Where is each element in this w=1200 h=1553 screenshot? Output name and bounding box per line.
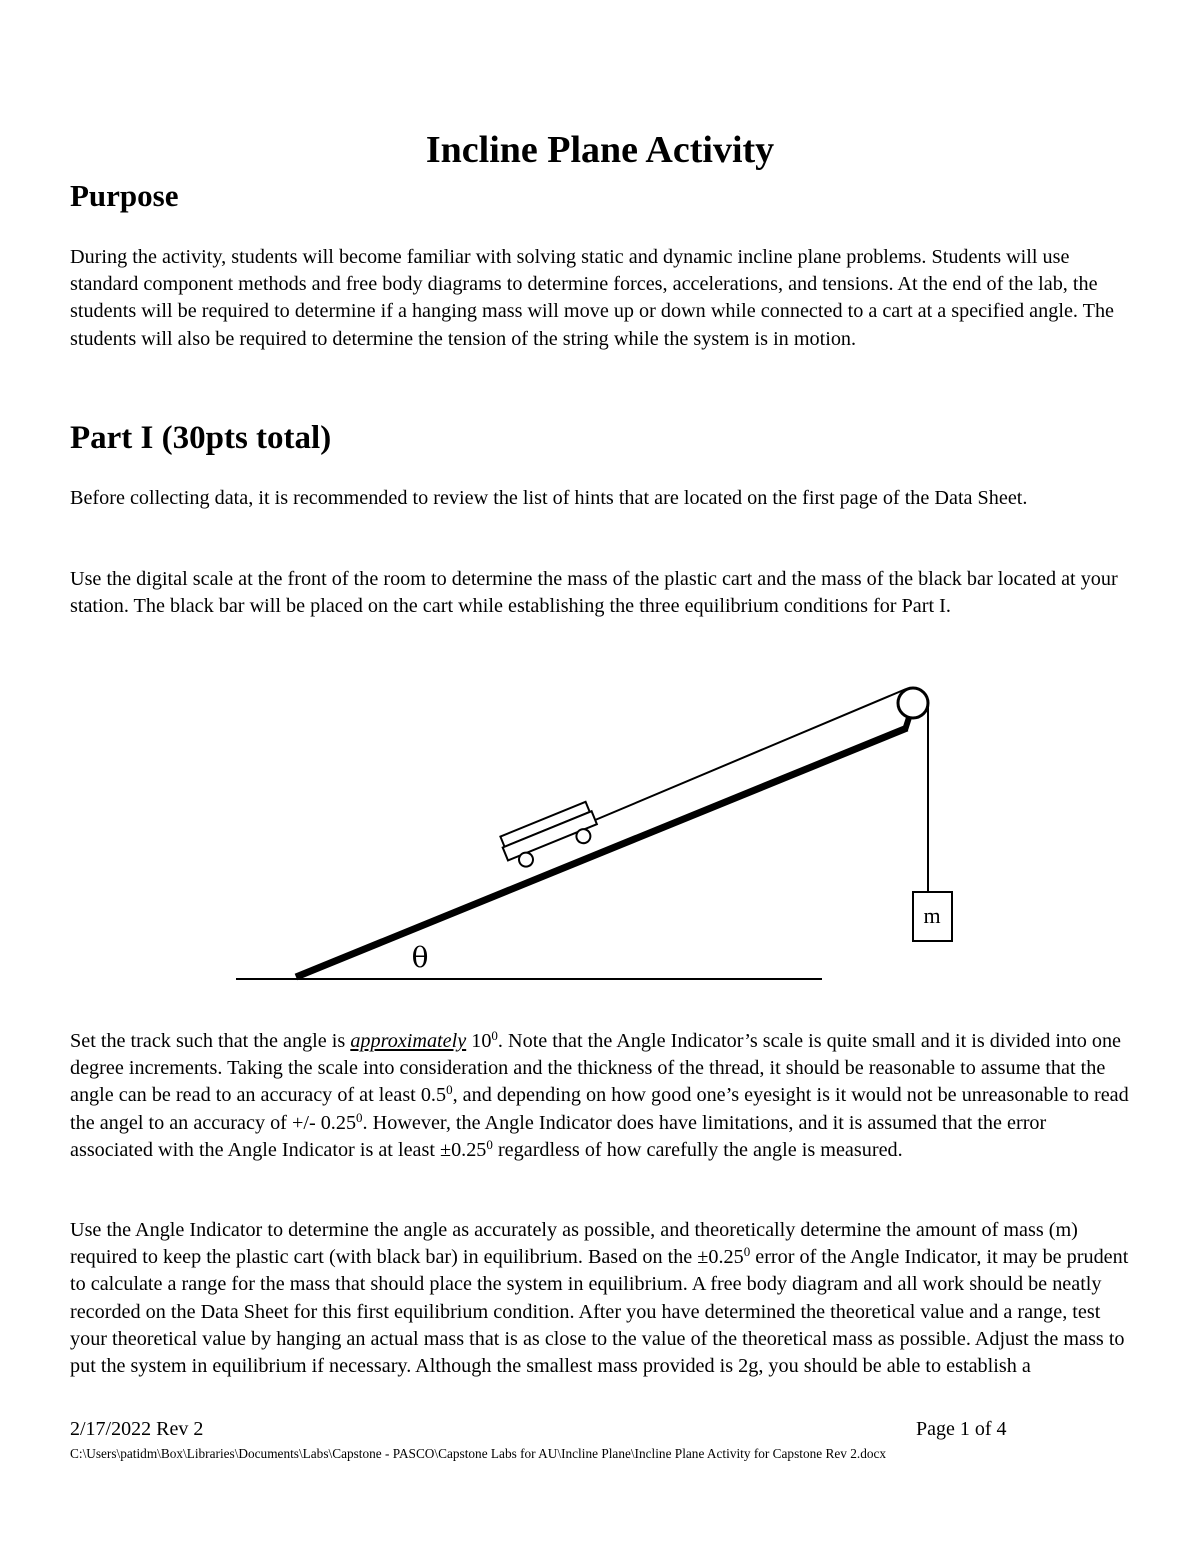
angle-paragraph: Set the track such that the angle is approximately $10^0$. Note that the Angle Indicator’s scale is quite small and it is divided into one degree increments. Taking the scale into consideration and the thickness of the thread, it should be reasonable to assume that the angle can be read to an accuracy of at least $0.5^0$, and depending on how good one’s eyesight is it would not be unreasonable to read the angel to an accuracy of +/- 0.25$^0$. However, the Angle Indicator does have limitations, and it is assumed that the error associated with the Angle Indicator is at least $\pm 0.25^0$ regardless of how carefully the angle is measured. — [70, 1028, 1129, 1161]
footer-file-path: C:\Users\patidm\Box\Libraries\Documents\Labs\Capstone - PASCO\Capstone Labs for AU\Incline Plane\Incline Plane Activity for Capstone Rev 2.docx — [70, 1446, 887, 1461]
part1-heading: Part I (30pts total) — [70, 420, 332, 456]
hint-paragraph: Before collecting data, it is recommended to review the list of hints that are located on the first page of the Data Sheet. — [70, 487, 1028, 509]
pulley — [898, 688, 928, 718]
purpose-heading: Purpose — [70, 178, 179, 213]
footer-date: 2/17/2022 Rev 2 — [70, 1418, 204, 1440]
scale-paragraph: Use the digital scale at the front of the room to determine the mass of the plastic cart and the mass of the black bar located at your station. The black bar will be placed on the cart while establishing the three equilibrium conditions for Part I. — [70, 568, 1118, 618]
page-title: Incline Plane Activity — [425, 129, 775, 171]
incline-track — [296, 728, 907, 977]
mass-label: m — [923, 903, 941, 928]
footer-page-number: Page 1 of 4 — [916, 1418, 1007, 1440]
string-incline — [588, 689, 906, 823]
theta-label: θ — [411, 941, 429, 974]
purpose-paragraph: During the activity, students will become familiar with solving static and dynamic incline plane problems. Students will use standard component methods and free body diagrams to determine forces, accelerations, and tensions. At the end of the lab, the students will be required to determine if a hanging mass will move up or down while connected to a cart at a specified angle. The students will also be required to determine the tension of the string while the system is in motion. — [70, 246, 1115, 350]
angle-indicator-paragraph: Use the Angle Indicator to determine the angle as accurately as possible, and theoretically determine the amount of mass (m) required to keep the plastic cart (with black bar) in equilibrium. Based on the $\pm 0.25^0$ error of the Angle Indicator, it may be prudent to calculate a range for the mass that should place the system in equilibrium. A free body diagram and all work should be neatly recorded on the Data Sheet for this first equilibrium condition. After you have determined the theoretical value and a range, test your theoretical value by hanging an actual mass that is as close to the value of the theoretical mass as possible. Adjust the mass to put the system in equilibrium if necessary. Although the smallest mass provided is 2g, you should be able to establish a — [70, 1219, 1129, 1378]
